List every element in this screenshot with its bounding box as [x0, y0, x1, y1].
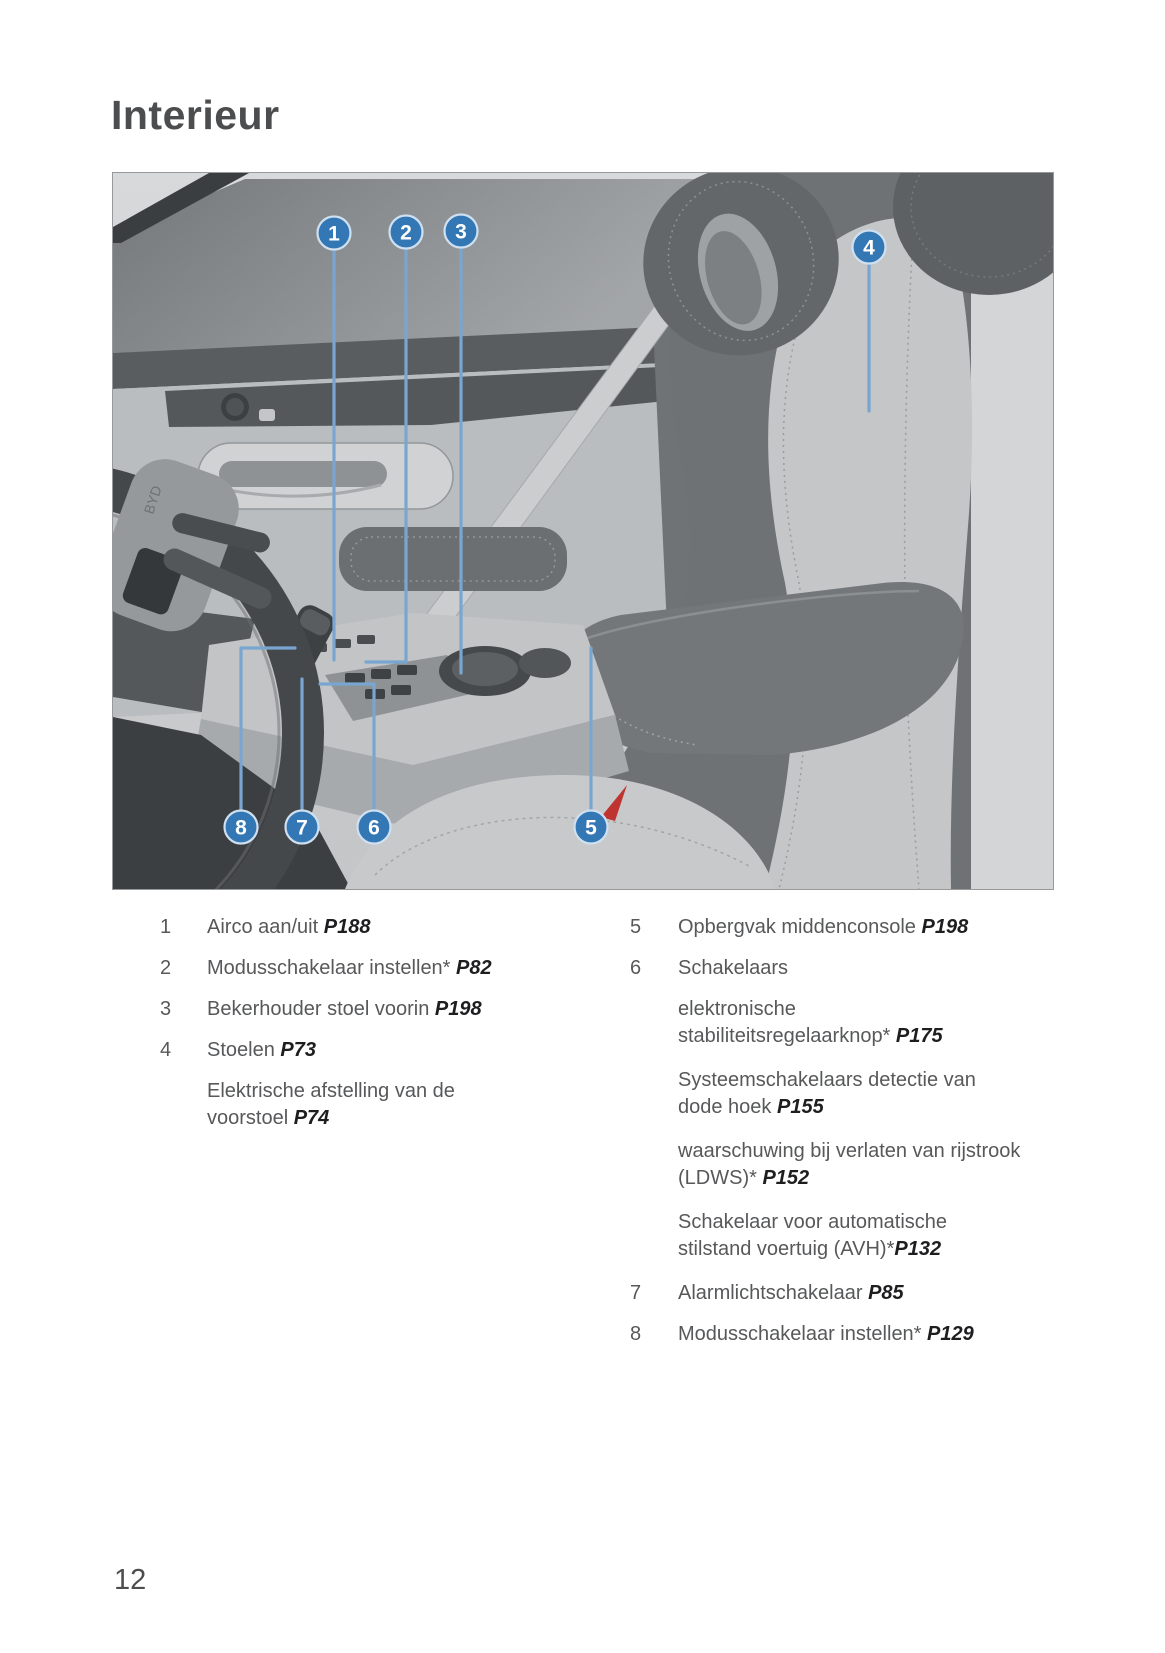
legend-item-text: elektronische stabiliteitsregelaarknop* P175 [678, 998, 943, 1047]
page-title: Interieur [111, 92, 280, 138]
legend-subitem-6c [630, 1138, 1032, 1192]
legend-item-7 [630, 1280, 1032, 1307]
callout-4 [853, 231, 886, 264]
legend-item-number: 7 [630, 1282, 642, 1304]
door-handle [219, 461, 387, 487]
legend-item-1 [160, 914, 600, 941]
page-reference: P198 [921, 916, 969, 938]
callout-6 [358, 811, 391, 844]
legend-item-8 [630, 1321, 1032, 1348]
legend-item-text: Elektrische afstelling van de voorstoel P74 [207, 1080, 455, 1129]
legend-item-number: 5 [630, 916, 642, 938]
callout-8 [225, 811, 258, 844]
callout-2-number: 2 [400, 221, 412, 245]
legend-item-text: Stoelen P73 [207, 1039, 316, 1061]
mirror-switch [259, 409, 275, 421]
page-reference: P73 [280, 1039, 316, 1061]
callout-4-number: 4 [863, 236, 875, 260]
callout-3-number: 3 [455, 220, 467, 244]
page-reference: P152 [762, 1167, 810, 1189]
legend-item-text: Schakelaars [678, 957, 789, 979]
page-reference: P175 [895, 1025, 943, 1047]
callout-8-number: 8 [235, 816, 247, 840]
legend-item-text: Bekerhouder stoel voorin P198 [207, 998, 482, 1020]
callout-7 [286, 811, 319, 844]
legend-item-text: Modusschakelaar instellen* P82 [207, 957, 492, 979]
page-reference: P132 [894, 1238, 942, 1260]
page-reference: P85 [868, 1282, 904, 1304]
legend-item-number: 1 [160, 916, 172, 938]
legend-item-number [160, 1078, 207, 1132]
legend-item-text: Airco aan/uit P188 [207, 916, 371, 938]
interior-figure [112, 172, 1054, 890]
page-reference: P82 [456, 957, 492, 979]
interior-illustration [113, 173, 1053, 889]
cup-holder-second [519, 648, 571, 678]
legend-item-text: Systeemschakelaars detectie van dode hoek P155 [678, 1069, 976, 1118]
callout-5 [575, 811, 608, 844]
page-reference: P188 [323, 916, 371, 938]
legend-item-2 [160, 955, 600, 982]
door-speaker-inner [226, 398, 244, 416]
callout-6-number: 6 [368, 816, 380, 840]
legend-item-number: 4 [160, 1039, 172, 1061]
legend-subitem-6a [630, 996, 1032, 1050]
legend-item-number: 8 [630, 1323, 642, 1345]
legend-item-text: Opbergvak middenconsole P198 [678, 916, 969, 938]
wheel-logo-text: BYD [140, 483, 165, 516]
callout-5-number: 5 [585, 816, 597, 840]
legend-item-text: Schakelaar voor automatische stilstand voertuig (AVH)*P132 [678, 1211, 948, 1260]
legend-item-number: 3 [160, 998, 172, 1020]
legend-subitem-6d [630, 1209, 1032, 1263]
legend-subitem-4a [160, 1078, 600, 1132]
callout-3 [445, 215, 478, 248]
legend-item-number [630, 1067, 678, 1121]
page-number: 12 [114, 1564, 147, 1596]
legend-item-6 [630, 955, 1032, 982]
legend-item-number: 6 [630, 957, 642, 979]
legend-item-4 [160, 1037, 600, 1064]
legend-item-5 [630, 914, 1032, 941]
legend-item-text: Modusschakelaar instellen* P129 [678, 1323, 974, 1345]
legend-subitem-6b [630, 1067, 1032, 1121]
legend-item-number: 2 [160, 957, 172, 979]
legend-item-number [630, 996, 678, 1050]
callout-7-number: 7 [296, 816, 308, 840]
legend-item-text: Alarmlichtschakelaar P85 [678, 1282, 904, 1304]
legend-item-3 [160, 996, 600, 1023]
legend-right-column [630, 914, 1032, 1362]
callout-1-number: 1 [328, 222, 340, 246]
legend-item-number [630, 1209, 678, 1263]
legend-item-text: waarschuwing bij verlaten van rijstrook (LDWS)* P152 [678, 1140, 1021, 1189]
legend-item-number [630, 1138, 678, 1192]
callout-2 [390, 216, 423, 249]
page-reference: P155 [776, 1096, 824, 1118]
page-reference: P74 [293, 1107, 330, 1129]
page-reference: P198 [434, 998, 482, 1020]
page-reference: P129 [927, 1323, 974, 1345]
callout-1 [318, 217, 351, 250]
legend-left-column [160, 914, 600, 1149]
